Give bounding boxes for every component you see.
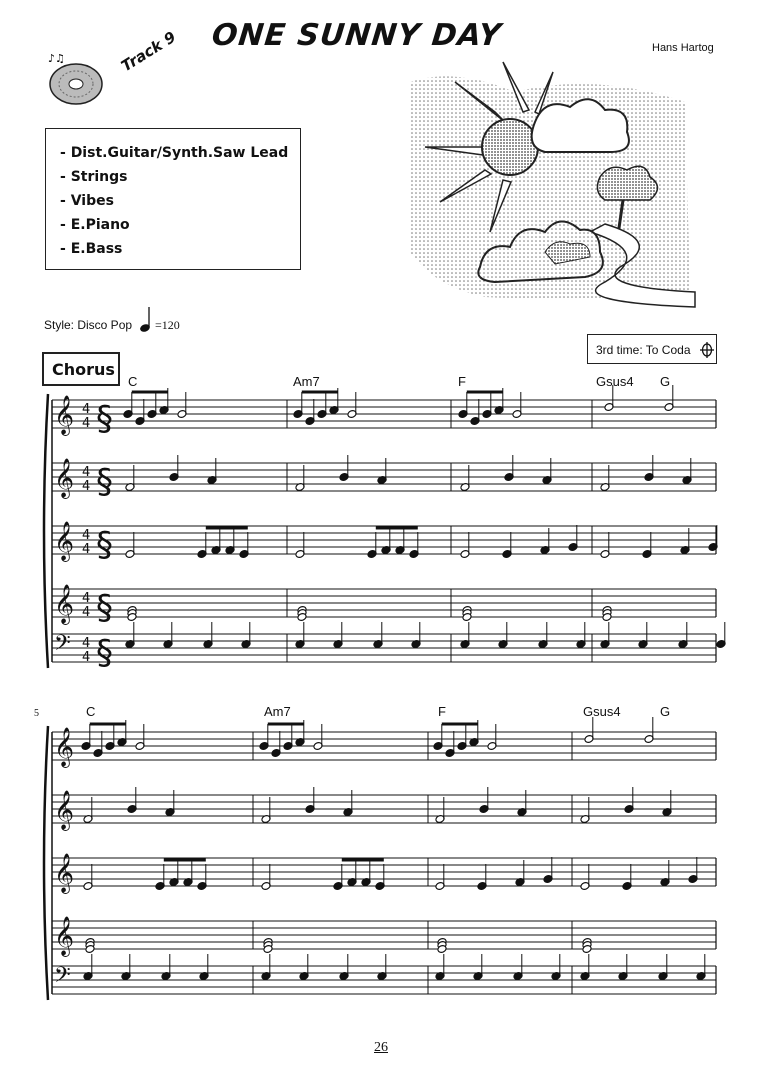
segno-mark: §: [96, 525, 113, 565]
system-bracket: [44, 394, 48, 668]
page-number: 26: [374, 1040, 388, 1055]
treble-clef: 𝄞: [54, 584, 75, 624]
chord-symbol: Gsus4: [596, 374, 634, 389]
chord-symbol: C: [86, 704, 96, 719]
style-label: Style: Disco Pop: [44, 318, 133, 332]
measure-number: 5: [34, 708, 39, 719]
instrument-item: - Vibes: [60, 189, 300, 213]
segno-mark: §: [96, 462, 113, 502]
time-signature: 4: [82, 591, 91, 606]
treble-clef: 𝄞: [54, 395, 75, 435]
time-signature: 4: [82, 636, 91, 651]
time-signature: 4: [82, 605, 91, 620]
chord-symbol: Am7: [293, 374, 320, 389]
section-label-chorus: Chorus: [42, 352, 120, 386]
bass-clef: 𝄢: [54, 963, 71, 993]
chord-symbol: Am7: [264, 704, 291, 719]
time-signature: 4: [82, 542, 91, 557]
instrument-item: - E.Piano: [60, 213, 300, 237]
chord-symbol: C: [128, 374, 138, 389]
treble-clef: 𝄞: [54, 727, 75, 767]
tempo-value: =120: [155, 318, 180, 332]
chord-symbol: Gsus4: [583, 704, 621, 719]
time-signature: 4: [82, 479, 91, 494]
chord-symbol: F: [438, 704, 446, 719]
treble-clef: 𝄞: [54, 790, 75, 830]
treble-clef: 𝄞: [54, 853, 75, 893]
time-signature: 4: [82, 402, 91, 417]
time-signature: 4: [82, 650, 91, 665]
composer-name: Hans Hartog: [652, 42, 714, 54]
track-label: Track 9: [118, 27, 179, 76]
instrument-item: - Strings: [60, 165, 300, 189]
song-title: ONE SUNNY DAY: [210, 18, 504, 53]
treble-clef: 𝄞: [54, 916, 75, 956]
treble-clef: 𝄞: [54, 458, 75, 498]
svg-text:♪♫: ♪♫: [48, 52, 65, 65]
bass-clef: 𝄢: [54, 631, 71, 661]
instrument-item: - Dist.Guitar/Synth.Saw Lead: [60, 141, 300, 165]
time-signature: 4: [82, 528, 91, 543]
coda-marker-text: 3rd time: To Coda: [596, 343, 691, 357]
time-signature: 4: [82, 416, 91, 431]
chord-symbol: F: [458, 374, 466, 389]
chord-symbol: G: [660, 704, 671, 719]
segno-mark: §: [96, 399, 113, 439]
system-bracket: [44, 726, 48, 1000]
time-signature: 4: [82, 465, 91, 480]
chord-symbol: G: [660, 374, 671, 389]
treble-clef: 𝄞: [54, 521, 75, 561]
instrument-item: - E.Bass: [60, 237, 300, 261]
segno-mark: §: [96, 633, 113, 673]
segno-mark: §: [96, 588, 113, 628]
